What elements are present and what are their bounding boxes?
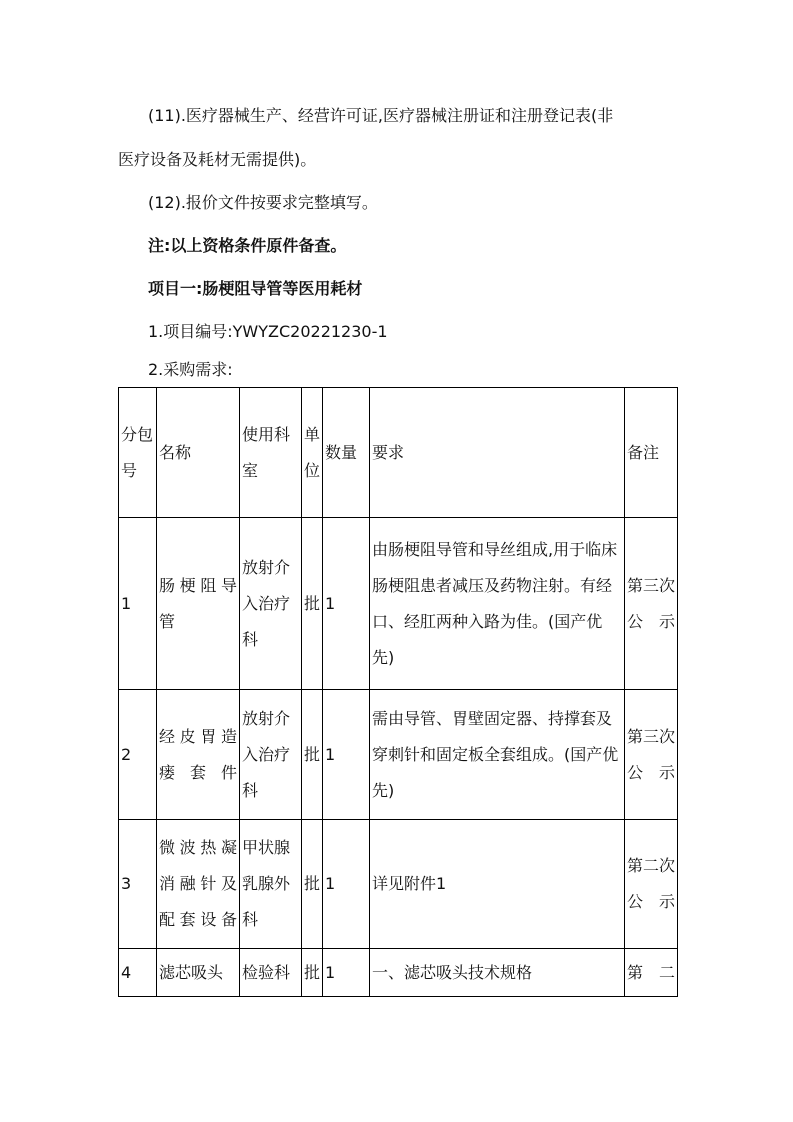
paragraph-12: (12).报价文件按要求完整填写。 [148,193,378,212]
row1-department: 放射介入治疗科 [240,518,302,690]
table-row [119,690,678,820]
row3-package: 3 [119,820,157,949]
table-row [119,949,678,997]
row4-requirements: 一、滤芯吸头技术规格 [370,949,625,997]
row1-unit: 批 [302,518,323,690]
header-department: 使用科室 [240,388,302,518]
procurement-label: 2.采购需求: [148,360,233,379]
row4-name: 滤芯吸头 [157,949,240,997]
header-requirements: 要求 [370,388,625,518]
table-row [119,820,678,949]
project-title: 项目一:肠梗阻导管等医用耗材 [148,279,363,298]
row4-package: 4 [119,949,157,997]
procurement-table [118,387,678,997]
row2-remark: 第三次公示 [625,690,678,820]
row2-requirements: 需由导管、胃壁固定器、持撑套及穿刺针和固定板全套组成。(国产优先) [370,690,625,820]
header-unit: 单位 [302,388,323,518]
row3-name: 微波热凝消融针及配套设备 [157,820,240,949]
row3-department: 甲状腺乳腺外科 [240,820,302,949]
row2-department: 放射介入治疗科 [240,690,302,820]
row1-name: 肠梗阻导管 [157,518,240,690]
row1-requirements: 由肠梗阻导管和导丝组成,用于临床肠梗阻患者减压及药物注射。有经口、经肛两种入路为佳。(国产优先) [370,518,625,690]
table-row [119,518,678,690]
row4-quantity: 1 [323,949,370,997]
row2-package: 2 [119,690,157,820]
row2-quantity: 1 [323,690,370,820]
header-quantity: 数量 [323,388,370,518]
row1-quantity: 1 [323,518,370,690]
header-remark: 备注 [625,388,678,518]
paragraph-11-line2: 医疗设备及耗材无需提供)。 [118,150,317,169]
qualification-note: 注:以上资格条件原件备查。 [148,236,347,255]
row3-remark: 第二次公示 [625,820,678,949]
paragraph-11-line1: (11).医疗器械生产、经营许可证,医疗器械注册证和注册登记表(非 [148,106,614,125]
row2-unit: 批 [302,690,323,820]
row3-unit: 批 [302,820,323,949]
project-number: 1.项目编号:YWYZC20221230-1 [148,322,388,341]
header-name: 名称 [157,388,240,518]
table-header-row [119,388,678,518]
header-package: 分包号 [119,388,157,518]
row4-unit: 批 [302,949,323,997]
row2-name: 经皮胃造瘘套件 [157,690,240,820]
row3-requirements: 详见附件1 [370,820,625,949]
row1-remark: 第三次公示 [625,518,678,690]
row1-package: 1 [119,518,157,690]
row3-quantity: 1 [323,820,370,949]
row4-remark: 第二 [625,949,678,997]
row4-department: 检验科 [240,949,302,997]
